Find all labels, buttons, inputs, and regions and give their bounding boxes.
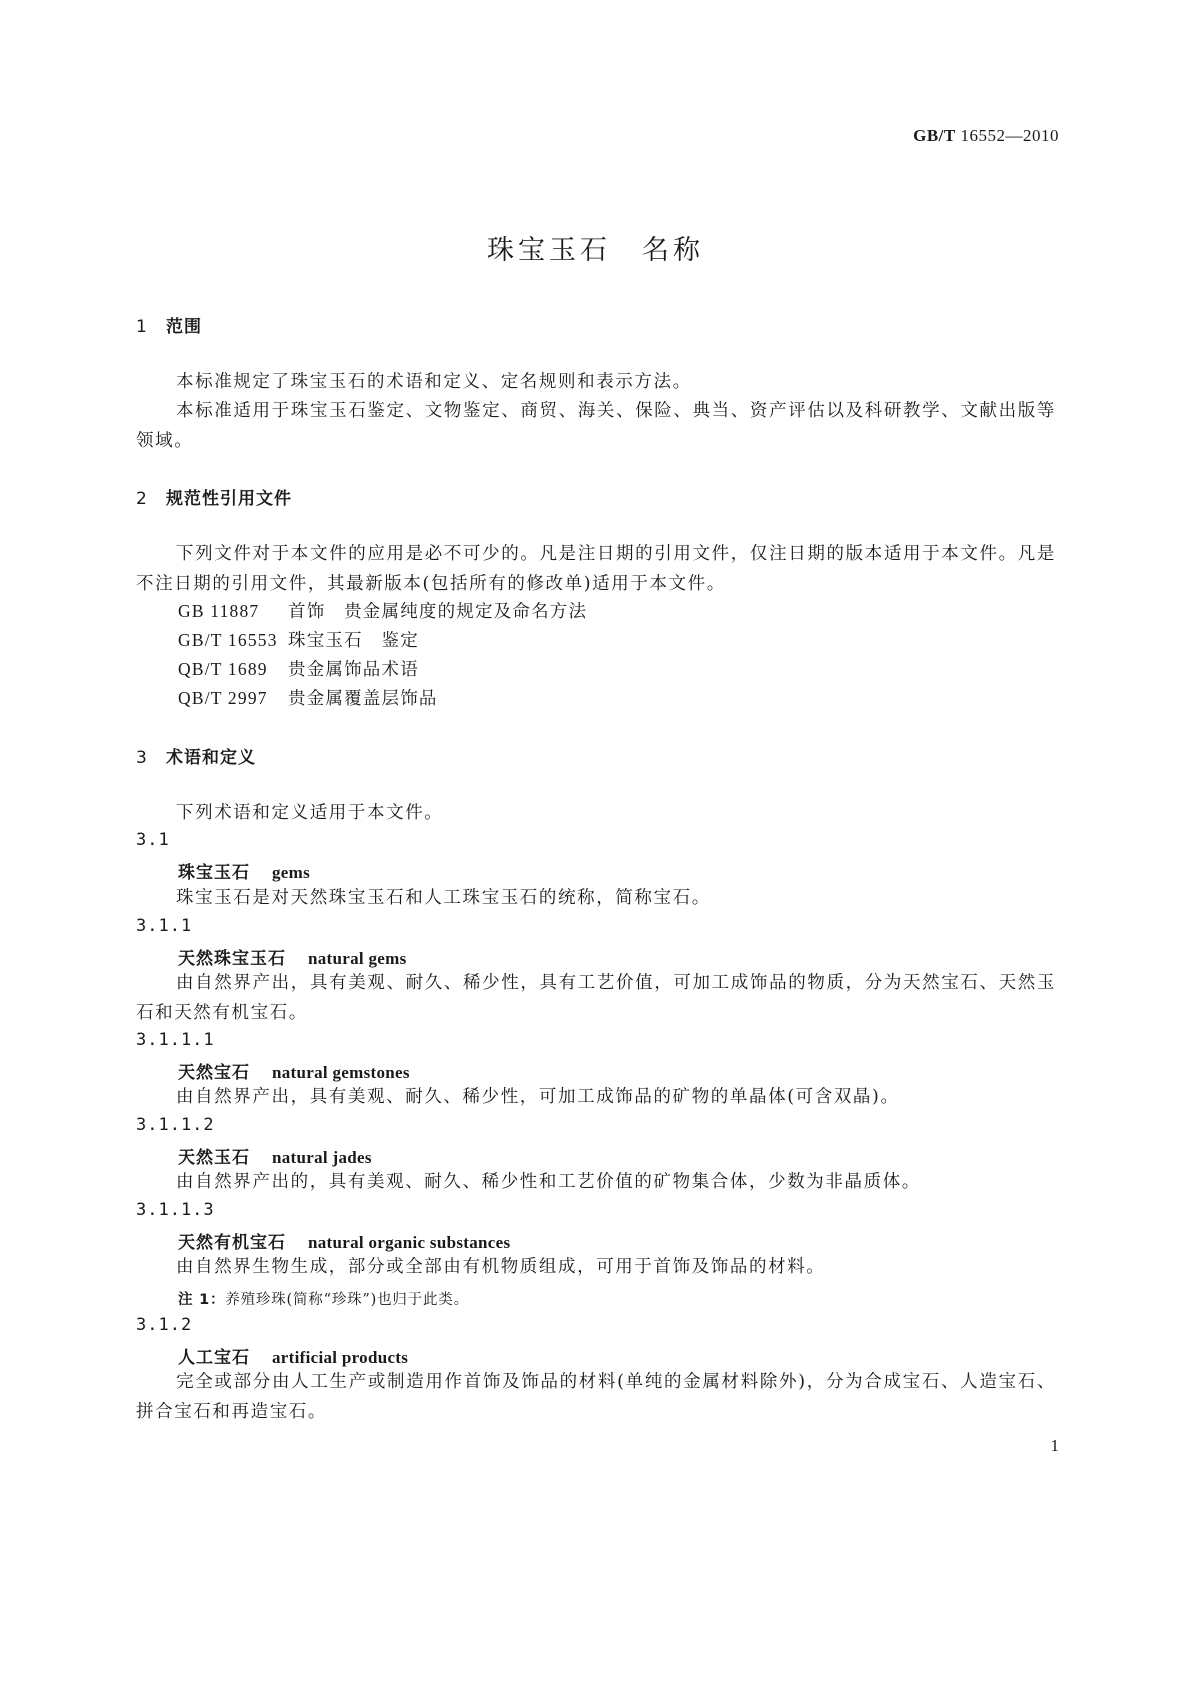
- reference-title: 贵金属饰品术语: [288, 660, 419, 680]
- clause-number: 3.1.1: [136, 916, 193, 936]
- term-definition: 由自然界生物生成，部分或全部由有机物质组成，可用于首饰及饰品的材料。: [176, 1257, 826, 1277]
- term-definition: 完全或部分由人工生产或制造用作首饰及饰品的材料(单纯的金属材料除外)，分为合成宝石、人造宝石、拼合宝石和再造宝石。: [136, 1372, 1056, 1422]
- paragraph: 下列术语和定义适用于本文件。: [176, 803, 444, 823]
- document-number: [913, 126, 1059, 146]
- term-en: artificial products: [272, 1348, 409, 1367]
- term-zh: 天然珠宝玉石: [178, 949, 286, 969]
- term-definition: 由自然界产出，具有美观、耐久、稀少性，具有工艺价值，可加工成饰品的物质，分为天然宝石、天然玉石和天然有机宝石。: [136, 973, 1056, 1023]
- term-en: gems: [272, 863, 311, 882]
- term-zh: 珠宝玉石: [178, 863, 250, 883]
- reference-code: QB/T 1689: [178, 659, 268, 679]
- note-label: 注 1：: [178, 1292, 226, 1308]
- reference-item: [178, 598, 587, 623]
- doc-code: 16552—2010: [960, 126, 1059, 145]
- clause-number: 3.1.1.3: [136, 1200, 215, 1220]
- term-zh: 天然有机宝石: [178, 1233, 286, 1253]
- section-heading-1: [136, 312, 202, 337]
- doc-prefix: GB/T: [913, 126, 956, 145]
- reference-code: GB 11887: [178, 601, 260, 621]
- term-en: natural gemstones: [272, 1063, 410, 1082]
- clause-number: 3.1.2: [136, 1315, 193, 1335]
- section-number: 2: [136, 489, 148, 509]
- section-title: 规范性引用文件: [166, 489, 292, 509]
- paragraph: 下列文件对于本文件的应用是必不可少的。凡是注日期的引用文件，仅注日期的版本适用于本文件。凡是不注日期的引用文件，其最新版本(包括所有的修改单)适用于本文件。: [136, 544, 1056, 594]
- section-title: 术语和定义: [166, 748, 256, 768]
- section-title: 范围: [166, 317, 202, 337]
- term-heading: [178, 944, 407, 969]
- clause-number: 3.1.1.2: [136, 1115, 215, 1135]
- term-zh: 人工宝石: [178, 1348, 250, 1368]
- section-heading-2: [136, 484, 292, 509]
- clause-number: 3.1.1.1: [136, 1030, 215, 1050]
- reference-title: 首饰 贵金属纯度的规定及命名方法: [288, 602, 588, 622]
- term-definition: 由自然界产出的，具有美观、耐久、稀少性和工艺价值的矿物集合体，少数为非晶质体。: [176, 1172, 921, 1192]
- reference-item: [178, 627, 419, 652]
- term-definition: 珠宝玉石是对天然珠宝玉石和人工珠宝玉石的统称，简称宝石。: [176, 888, 711, 908]
- term-heading: [178, 1343, 408, 1368]
- term-heading: [178, 858, 310, 883]
- term-zh: 天然玉石: [178, 1148, 250, 1168]
- term-zh: 天然宝石: [178, 1063, 250, 1083]
- term-en: natural gems: [308, 949, 407, 968]
- reference-item: [178, 685, 438, 710]
- section-heading-3: [136, 743, 256, 768]
- term-en: natural organic substances: [308, 1233, 511, 1252]
- paragraph: 本标准适用于珠宝玉石鉴定、文物鉴定、商贸、海关、保险、典当、资产评估以及科研教学、文献出版等领域。: [136, 401, 1056, 451]
- reference-title: 贵金属覆盖层饰品: [288, 689, 438, 709]
- reference-title: 珠宝玉石 鉴定: [288, 631, 419, 651]
- section-number: 1: [136, 317, 148, 337]
- reference-code: GB/T 16553: [178, 630, 278, 650]
- paragraph: 本标准规定了珠宝玉石的术语和定义、定名规则和表示方法。: [176, 372, 692, 392]
- note-text: 养殖珍珠(简称“珍珠”)也归于此类。: [225, 1292, 469, 1308]
- section-number: 3: [136, 748, 148, 768]
- clause-number: 3.1: [136, 830, 170, 850]
- reference-item: [178, 656, 419, 681]
- term-heading: [178, 1143, 372, 1168]
- term-heading: [178, 1058, 410, 1083]
- term-heading: [178, 1228, 510, 1253]
- reference-code: QB/T 2997: [178, 688, 268, 708]
- term-en: natural jades: [272, 1148, 372, 1167]
- note: [178, 1288, 469, 1309]
- term-definition: 由自然界产出，具有美观、耐久、稀少性，可加工成饰品的矿物的单晶体(可含双晶)。: [176, 1087, 900, 1107]
- page-number: 1: [1050, 1436, 1059, 1455]
- page-title: 珠宝玉石 名称: [487, 235, 704, 266]
